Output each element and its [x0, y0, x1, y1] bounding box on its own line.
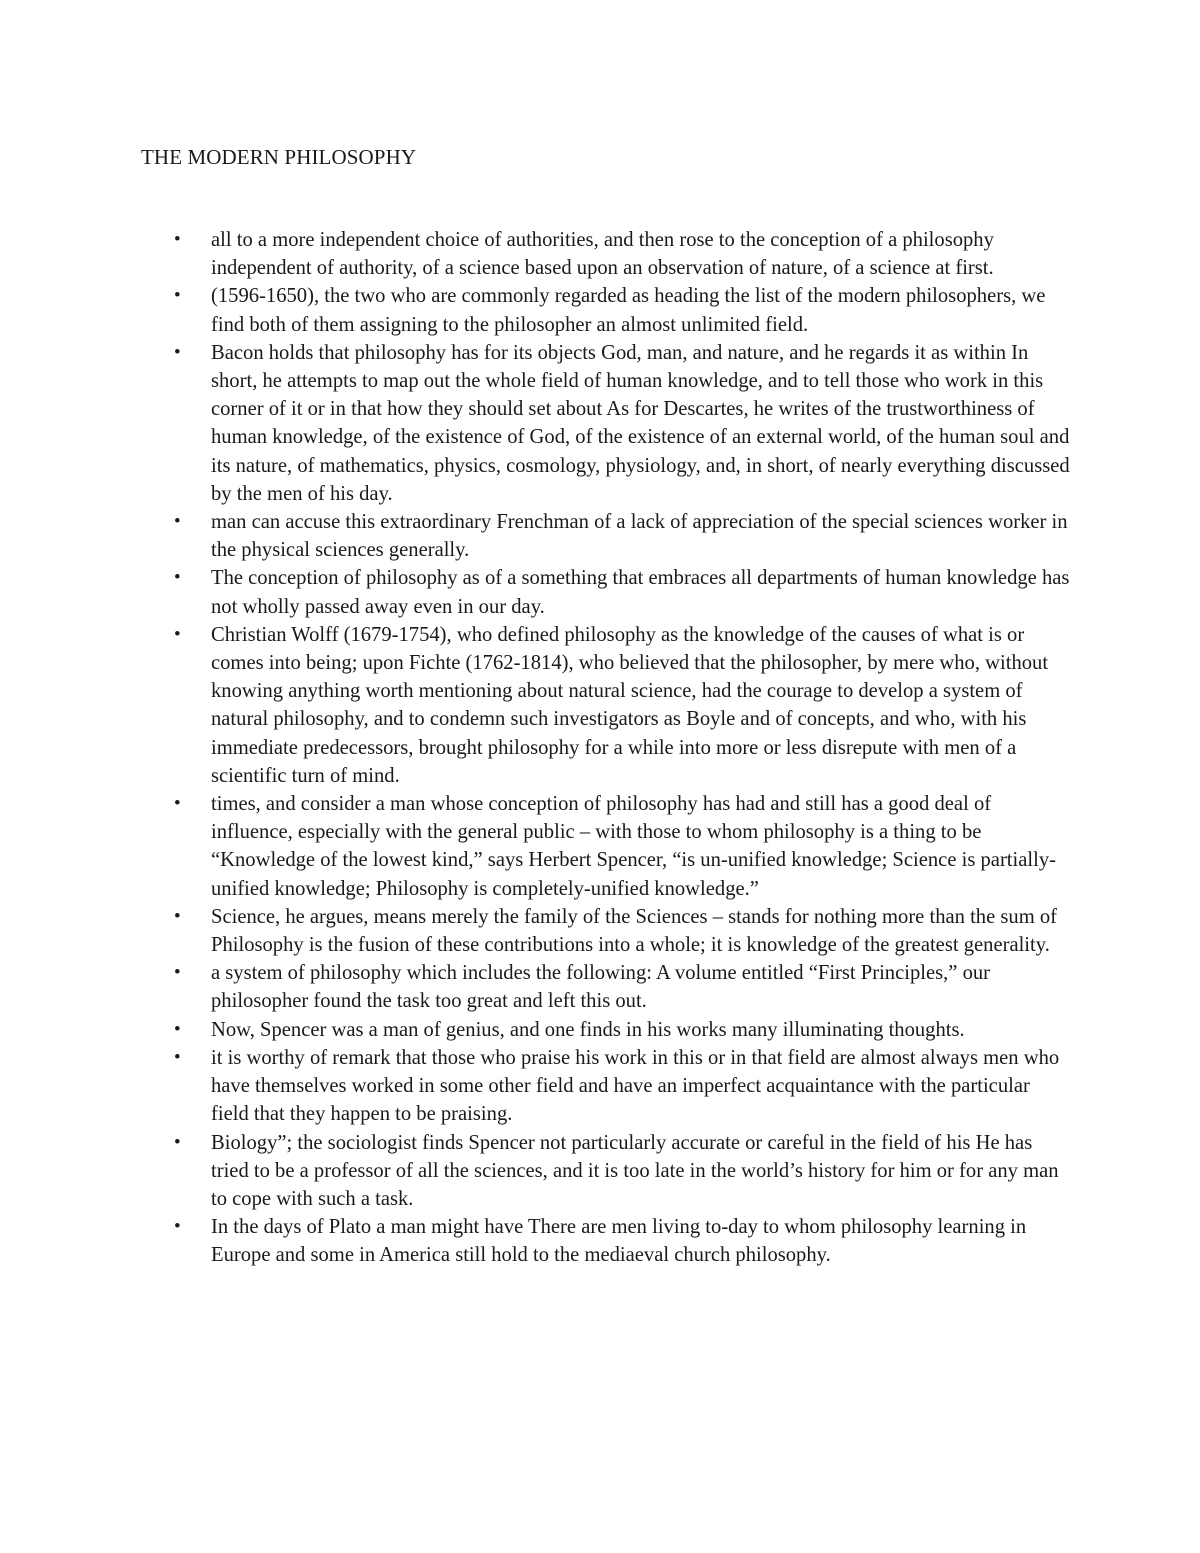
bullet-icon: •: [174, 341, 181, 363]
list-item-text: In the days of Plato a man might have There are men living to-day to whom philosophy learning in Europe and some in America still hold to the mediaeval church philosophy.: [211, 1216, 1027, 1267]
list-item-text: Biology”; the sociologist finds Spencer not particularly accurate or careful in the field of his He has tried to be a professor of all the sciences, and it is too late in the world’s history for him or for any man to cope with such a task.: [211, 1131, 1059, 1210]
list-item-text: it is worthy of remark that those who praise his work in this or in that field are almost always men who have themselves worked in some other field and have an imperfect acquaintance with the particular field that they happen to be praising.: [211, 1046, 1060, 1126]
list-item-text: man can accuse this extraordinary Frenchman of a lack of appreciation of the special sciences worker in the physical sciences generally.: [211, 511, 1068, 562]
bullet-icon: •: [174, 285, 181, 307]
list-item: [141, 621, 1071, 790]
bullet-icon: •: [174, 962, 181, 984]
list-item: [141, 790, 1071, 903]
bullet-icon: •: [174, 905, 181, 927]
list-item-text: times, and consider a man whose conception of philosophy has had and still has a good deal of influence, especially with the general public – with those to whom philosophy is a thing to be “Knowledge of the lowest kind,” says Herbert Spencer, “is un-unified knowledge; Science is partially-unified knowledge; Philosophy is completely-unified knowledge.”: [211, 793, 1056, 900]
list-item: [141, 1129, 1071, 1214]
list-item: [141, 1044, 1071, 1129]
bullet-icon: •: [174, 793, 181, 815]
document-title: THE MODERN PHILOSOPHY: [141, 145, 417, 169]
list-item-text: all to a more independent choice of authorities, and then rose to the conception of a philosophy independent of authority, of a science based upon an observation of nature, of a science at first.: [211, 229, 994, 280]
list-item: [141, 959, 1071, 1015]
list-item: [141, 339, 1071, 508]
list-item-text: (1596-1650), the two who are commonly regarded as heading the list of the modern philosophers, we find both of them assigning to the philosopher an almost unlimited field.: [211, 285, 1046, 336]
list-item: [141, 226, 1071, 282]
bullet-icon: •: [174, 623, 181, 645]
bullet-icon: •: [174, 1046, 181, 1068]
list-item-text: Bacon holds that philosophy has for its objects God, man, and nature, and he regards it as within In short, he attempts to map out the whole field of human knowledge, and to tell those who work in this corner of it or in that how they should set about As for Descartes, he writes of the trustworthiness of human knowledge, of the existence of God, of the existence of an external world, of the human soul and its nature, of mathematics, physics, cosmology, physiology, and, in short, of nearly everything discussed by the men of his day.: [211, 341, 1070, 505]
list-item: [141, 508, 1071, 564]
bullet-list: [141, 226, 1071, 1270]
list-item: [141, 1213, 1071, 1269]
bullet-icon: •: [174, 1018, 181, 1040]
bullet-icon: •: [174, 229, 181, 250]
list-item: [141, 1016, 1071, 1044]
list-item-text: Christian Wolff (1679-1754), who defined philosophy as the knowledge of the causes of what is or comes into being; upon Fichte (1762-1814), who believed that the philosopher, by mere who, without knowing anything worth mentioning about natural science, had the courage to develop a system of natural philosophy, and to condemn such investigators as Boyle and of concepts, and who, with his immediate predecessors, brought philosophy for a while into more or less disrepute with men of a scientific turn of mind.: [211, 623, 1049, 787]
list-item-text: Now, Spencer was a man of genius, and one finds in his works many illuminating thoughts.: [211, 1018, 965, 1041]
list-item-text: Science, he argues, means merely the family of the Sciences – stands for nothing more than the sum of Philosophy is the fusion of these contributions into a whole; it is knowledge of the greatest generality.: [211, 905, 1058, 957]
list-item-text: The conception of philosophy as of a something that embraces all departments of human knowledge has not wholly passed away even in our day.: [211, 567, 1070, 618]
bullet-icon: •: [174, 1131, 181, 1153]
list-item: [141, 903, 1071, 959]
list-item: [141, 564, 1071, 620]
bullet-icon: •: [174, 567, 181, 589]
list-item: [141, 282, 1071, 338]
list-item-text: a system of philosophy which includes the following: A volume entitled “First Principles,” our philosopher found the task too great and left this out.: [211, 962, 991, 1013]
bullet-icon: •: [174, 511, 181, 533]
bullet-icon: •: [174, 1216, 181, 1238]
